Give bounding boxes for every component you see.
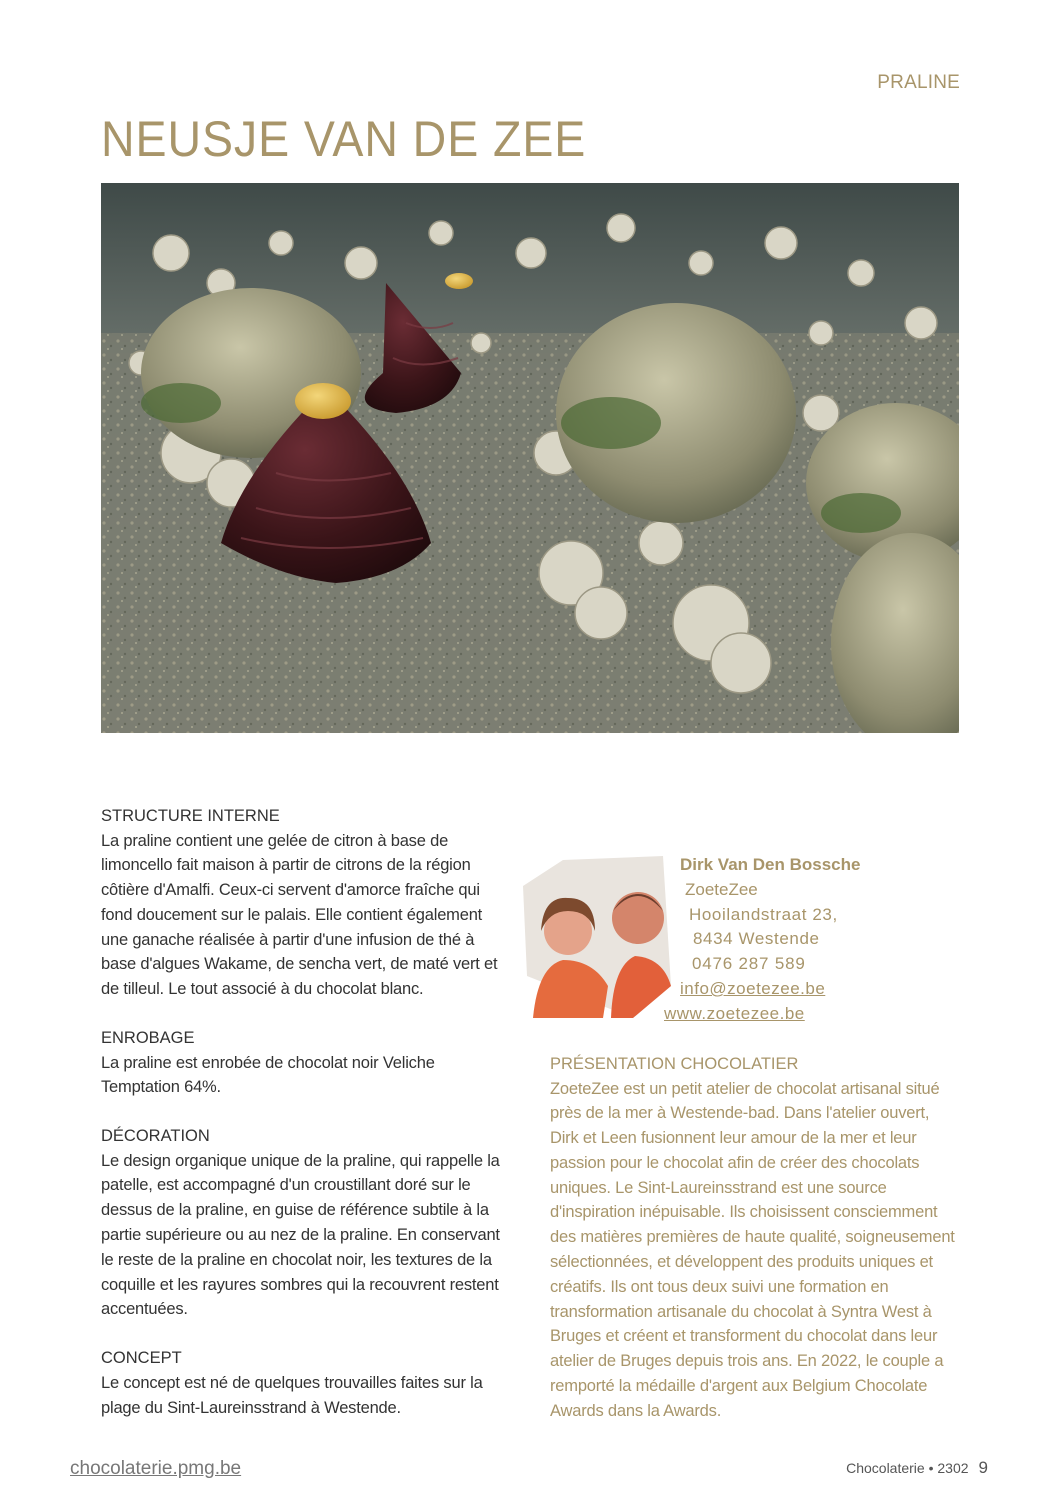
- section-decoration: [101, 1124, 511, 1322]
- section-body: La praline est enrobée de chocolat noir Veliche Temptation 64%.: [101, 1053, 435, 1097]
- section-heading: DÉCORATION: [101, 1127, 210, 1146]
- section-body: La praline contient une gelée de citron à base de limoncello fait maison à partir de citrons de la région côtière d'Amalfi. Ceux-ci servent d'amorce fraîche qui fond doucement sur le palais. Elle contient également une ganache réalisée à partir d'une infusion de thé à base d'algues Wakame, de sencha vert, de maté vert et de tilleul. Le tout associé à du chocolat blanc.: [101, 831, 498, 999]
- left-column: [101, 804, 511, 1444]
- page-title: NEUSJE VAN DE ZEE: [101, 111, 587, 167]
- section-body: Le concept est né de quelques trouvailles faites sur la plage du Sint-Laureinsstrand à Westende.: [101, 1373, 483, 1417]
- contact-email-link[interactable]: info@zoetezee.be: [680, 978, 826, 998]
- section-structure: [101, 804, 511, 1002]
- hero-photo: [101, 183, 959, 733]
- section-concept: [101, 1346, 511, 1420]
- contact-street: Hooilandstraat 23,: [689, 904, 838, 924]
- section-heading: CONCEPT: [101, 1349, 182, 1368]
- section-body: Le design organique unique de la praline, qui rappelle la patelle, est accompagné d'un croustillant doré sur le dessus de la praline, en guise de référence subtile à la partie supérieure ou au nez de la praline. En conservant le reste de la praline en chocolat noir, les textures de la coquille et les rayures sombres qui la recouvrent restent accentuées.: [101, 1151, 500, 1319]
- presentation-heading: PRÉSENTATION CHOCOLATIER: [550, 1055, 799, 1073]
- contact-company: ZoeteZee: [685, 879, 758, 899]
- footer-meta: [846, 1458, 988, 1478]
- section-heading: STRUCTURE INTERNE: [101, 807, 280, 825]
- section-enrobage: [101, 1026, 511, 1100]
- contact-name: Dirk Van Den Bossche: [680, 855, 861, 874]
- presentation-body: ZoeteZee est un petit atelier de chocolat artisanal situé près de la mer à Westende-bad. Dans l'atelier ouvert, Dirk et Leen fusionnent leur amour de la mer et leur passion pour le chocolat afin de créer des chocolats uniques. Le Sint-Laureinsstrand est une source d'inspiration inépuisable. Ils choisissent consciemment des matières premières de haute qualité, soigneusement sélectionnées, et développent des produits uniques et créatifs. Ils ont tous deux suivi une formation en transformation artisanale du chocolat à Syntra West à Bruges et créent et transforment du chocolat dans leur atelier de Bruges depuis trois ans. En 2022, le couple a remporté la médaille d'argent aux Belgium Chocolate Awards dans la Awards.: [550, 1079, 955, 1420]
- contact-city: 8434 Westende: [693, 929, 820, 949]
- presentation-block: [550, 1052, 960, 1424]
- footer-issue: Chocolaterie • 2302: [846, 1460, 969, 1476]
- contact-block: [640, 853, 880, 1027]
- hero-illustration: [101, 183, 959, 733]
- section-tag: PRALINE: [877, 72, 960, 93]
- page-number: 9: [978, 1458, 988, 1477]
- footer-site-link[interactable]: chocolaterie.pmg.be: [70, 1458, 242, 1479]
- contact-website-link[interactable]: www.zoetezee.be: [664, 1003, 805, 1023]
- section-heading: ENROBAGE: [101, 1029, 195, 1048]
- contact-phone: 0476 287 589: [692, 954, 806, 974]
